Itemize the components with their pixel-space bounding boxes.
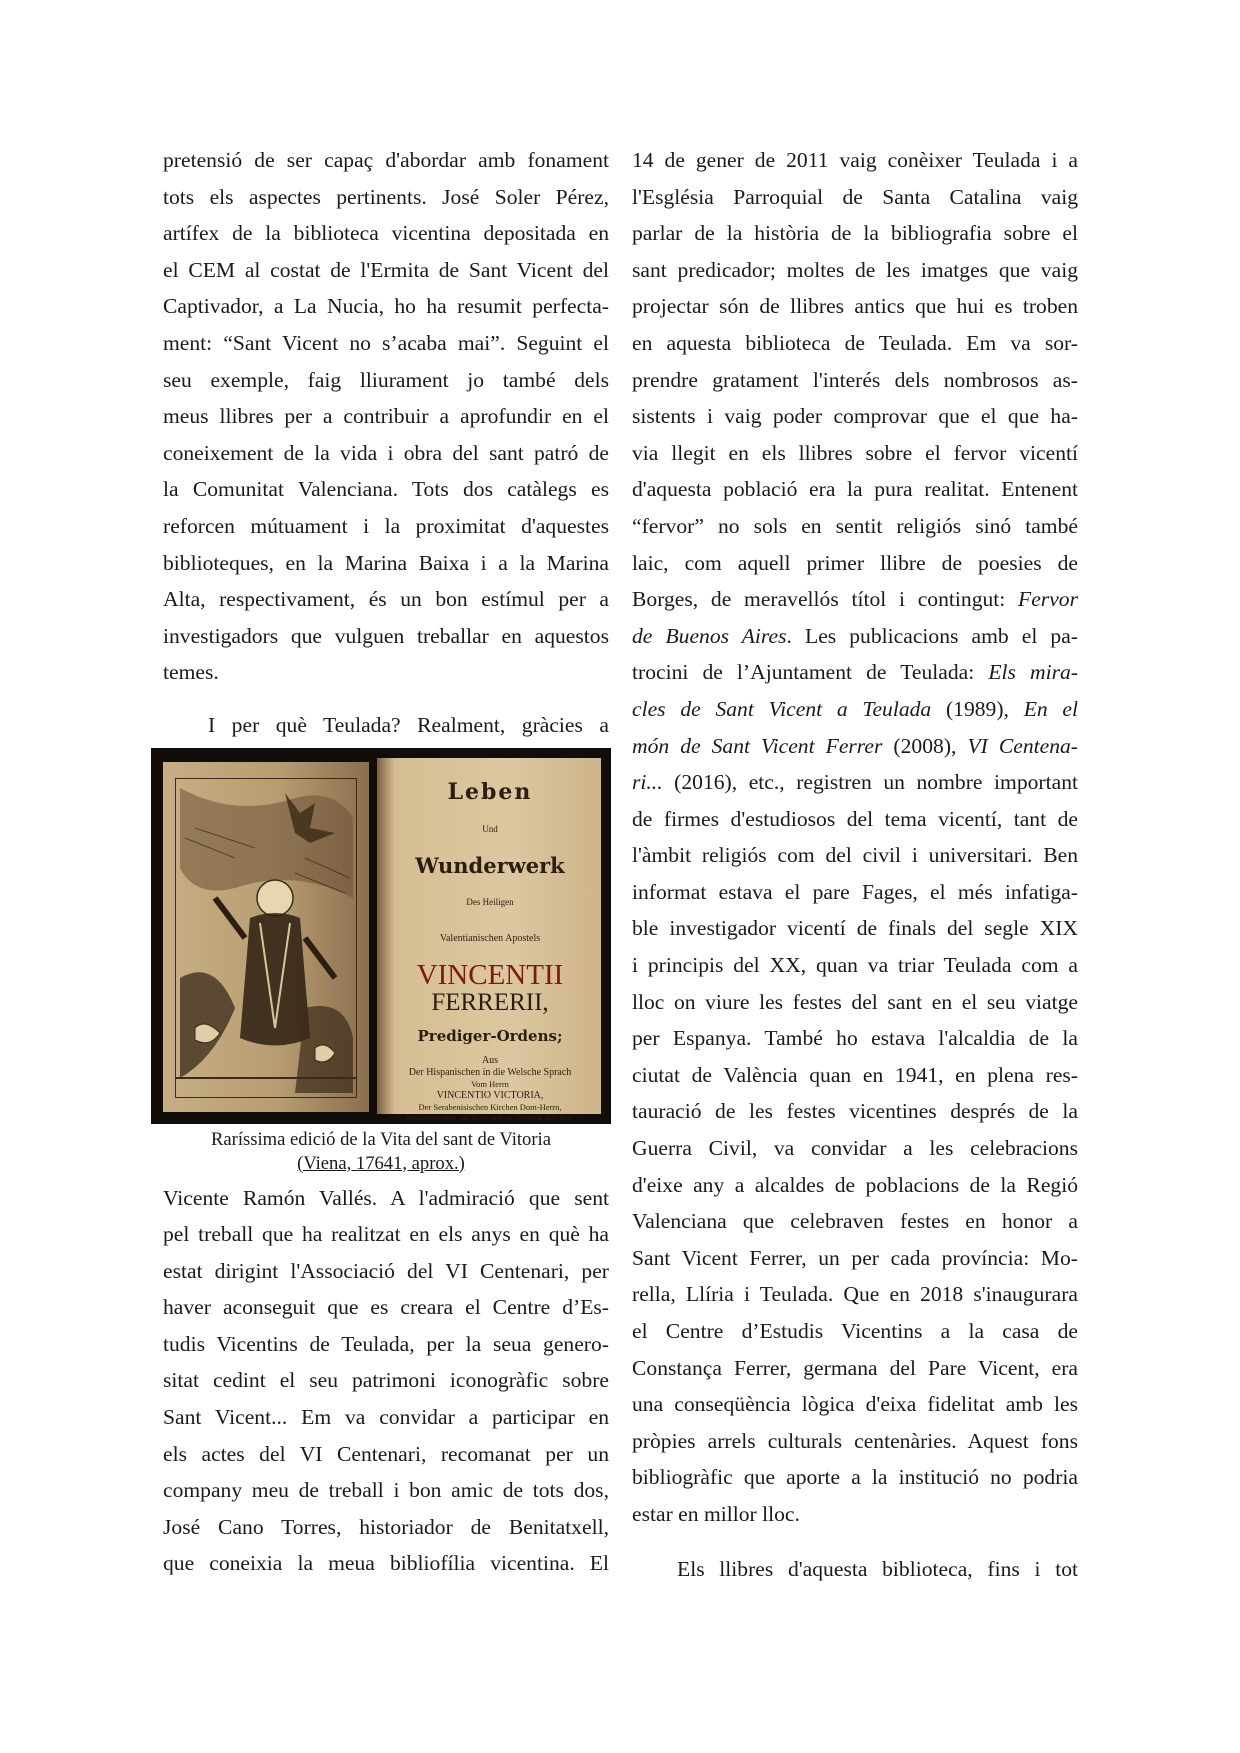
text-line: artífex de la biblioteca vicentina depositada en bbox=[163, 221, 609, 246]
text-line: pròpies arrels culturals centenàries. Aquest fons bbox=[632, 1428, 1078, 1453]
caption-line-1: Raríssima edició de la Vita del sant de Vitoria bbox=[211, 1128, 551, 1150]
book-title-mon: En el bbox=[1023, 696, 1079, 721]
text-segment: (2016), etc., registren un nombre important bbox=[662, 770, 1078, 795]
text-line: “fervor” no sols en sentit religiós sinó també bbox=[632, 513, 1078, 538]
paragraph-why-teulada-rest bbox=[163, 1180, 609, 1583]
paragraph-library-books-start bbox=[632, 1551, 1078, 1588]
text-line: rella, Llíria i Teulada. Que en 2018 s'inaugurara bbox=[632, 1282, 1078, 1307]
text-line: una conseqüència lògica d'eixa fidelitat amb les bbox=[632, 1392, 1078, 1417]
caption-line-2: (Viena, 17641, aprox.) bbox=[297, 1152, 465, 1174]
text-segment: Borges, de meravellós títol i contingut: bbox=[632, 587, 1019, 612]
tp-aus: Aus bbox=[481, 1055, 499, 1067]
text-line: en aquesta biblioteca de Teulada. Em va sor- bbox=[632, 330, 1078, 355]
text-line: seu exemple, faig lliurament jo també dels bbox=[163, 367, 609, 392]
text-line: José Cano Torres, historiador de Benitatxell, bbox=[163, 1514, 609, 1539]
text-line bbox=[632, 691, 1078, 728]
text-line: sant predicador; moltes de les imatges que vaig bbox=[632, 257, 1078, 282]
text-line: Valenciana que celebraven festes en honor a bbox=[632, 1209, 1078, 1234]
text-line: la Comunitat Valenciana. Tots dos catàlegs es bbox=[163, 477, 609, 502]
text-line: coneixement de la vida i obra del sant patró de bbox=[163, 440, 609, 465]
text-line: Vicente Ramón Vallés. A l'admiració que sent bbox=[163, 1185, 609, 1210]
text-line: tots els aspectes pertinents. José Soler Pérez, bbox=[163, 184, 609, 209]
text-line: que coneixia la meua bibliofília vicentina. El bbox=[163, 1551, 609, 1576]
text-line: Sant Vicent Ferrer, un per cada província: Mo- bbox=[632, 1245, 1078, 1270]
text-line: ble investigador vicentí de finals del segle XIX bbox=[632, 916, 1078, 941]
text-line: haver aconseguit que es creara el Centre d’Es- bbox=[163, 1295, 609, 1320]
text-line: Els llibres d'aquesta biblioteca, fins i tot bbox=[677, 1556, 1078, 1581]
text-line: l'àmbit religiós com del civil i universitari. Ben bbox=[632, 843, 1078, 868]
text-line: tudis Vicentins de Teulada, per la seua genero- bbox=[163, 1331, 609, 1356]
paragraph-teulada-history bbox=[632, 142, 1078, 1533]
title-page-text bbox=[385, 774, 595, 1124]
tp-vincentii: VINCENTII bbox=[416, 959, 564, 992]
text-line: el Centre d’Estudis Vicentins a la casa de bbox=[632, 1319, 1078, 1343]
text-line: ciutat de València quan en 1941, en plena res- bbox=[632, 1062, 1078, 1087]
figure-caption bbox=[151, 1128, 611, 1176]
text-line: 14 de gener de 2011 vaig conèixer Teulada i a bbox=[632, 148, 1078, 172]
book-title-buenos-aires: de Buenos Aires bbox=[632, 623, 787, 648]
frontispiece-page bbox=[163, 762, 369, 1112]
text-line: parlar de la història de la bibliografia sobre el bbox=[632, 221, 1078, 246]
tp-ferrerii: FERRERII, bbox=[431, 989, 549, 1017]
paragraph-continuation bbox=[163, 142, 609, 691]
tp-wunderwerk: Wunderwerk bbox=[415, 852, 565, 878]
title-page bbox=[377, 758, 601, 1123]
text-line: via llegit en els llibres sobre el fervor vicentí bbox=[632, 440, 1078, 465]
book-title-vi-centenari: ri... bbox=[632, 770, 663, 795]
text-line: els actes del VI Centenari, recomanat per un bbox=[163, 1441, 609, 1466]
text-line: meus llibres per a contribuir a aprofundir en el bbox=[163, 404, 609, 429]
text-line: projectar són de llibres antics que hui es troben bbox=[632, 294, 1078, 319]
text-line: el CEM al costat de l'Ermita de Sant Vicent del bbox=[163, 257, 609, 282]
text-line bbox=[632, 654, 1078, 691]
text-line: laic, com aquell primer llibre de poesies de bbox=[632, 550, 1078, 575]
text-line: estat dirigint l'Associació del VI Centenari, per bbox=[163, 1258, 609, 1283]
tp-vom: Vom Herrn bbox=[471, 1079, 509, 1090]
text-line: lloc on viure les festes del sant en el seu viatge bbox=[632, 989, 1078, 1014]
text-line bbox=[632, 728, 1078, 765]
book-title-mon: món de Sant Vicent Ferrer bbox=[632, 733, 883, 758]
saint-engraving-illustration bbox=[175, 778, 357, 1098]
book-title-fervor: Fervor bbox=[1018, 587, 1078, 612]
book-title-miracles: Els mira- bbox=[988, 660, 1078, 685]
tp-des-heiligen: Des Heiligen bbox=[466, 897, 514, 908]
right-column bbox=[632, 142, 1078, 1587]
tp-small1: Der Serabenisischen Kirchen Dom-Herrn, bbox=[418, 1101, 562, 1112]
text-line: pretensió de ser capaç d'abordar amb fonament bbox=[163, 148, 609, 172]
text-line: Sant Vicent... Em va convidar a participar en bbox=[163, 1405, 609, 1430]
text-segment: (2008), bbox=[882, 733, 968, 758]
text-line: prendre gratament l'interés dels nombrosos as- bbox=[632, 367, 1078, 392]
tp-small2: herausgegeben, zu Rom und zu Venedig durchse- bbox=[406, 1112, 574, 1123]
text-line: i principis del XX, quan va triar Teulada com a bbox=[632, 953, 1078, 978]
text-line: per Espanya. També ho estava l'alcaldia de la bbox=[632, 1026, 1078, 1051]
text-line: pel treball que ha realitzat en els anys en què ha bbox=[163, 1222, 609, 1247]
text-line: tauració de les festes vicentines després de la bbox=[632, 1099, 1078, 1124]
tp-small3 bbox=[385, 1123, 595, 1124]
text-line bbox=[632, 618, 1078, 655]
tp-prediger: Prediger-Ordens; bbox=[417, 1027, 563, 1046]
text-line: de firmes d'estudiosos del tema vicentí, tant de bbox=[632, 806, 1078, 831]
text-line: I per què Teulada? Realment, gràcies a bbox=[208, 712, 609, 737]
book-title-miracles: cles de Sant Vicent a Teulada bbox=[632, 696, 932, 721]
tp-victoria: VINCENTIO VICTORIA, bbox=[436, 1089, 544, 1101]
text-line: informat estava el pare Fages, el més infatiga- bbox=[632, 879, 1078, 904]
text-segment: . Les publicacions amb el pa- bbox=[786, 623, 1078, 648]
text-segment: trocini de l’Ajuntament de Teulada: bbox=[632, 660, 989, 685]
book-title-vi-centenari: VI Centena- bbox=[967, 733, 1079, 758]
text-line: estar en millor lloc. bbox=[632, 1501, 800, 1526]
text-line: ment: “Sant Vicent no s’acaba mai”. Seguint el bbox=[163, 330, 609, 355]
text-line: Alta, respectivament, és un bon estímul per a bbox=[163, 587, 609, 612]
tp-sprach: Der Hispanischen in die Welsche Sprach bbox=[408, 1067, 572, 1079]
text-line: d'eixe any a alcaldes de poblacions de la Regió bbox=[632, 1172, 1078, 1197]
text-line bbox=[632, 764, 1078, 801]
text-line: Captivador, a La Nucia, ho ha resumit perfecta- bbox=[163, 294, 609, 319]
text-line: company meu de treball i bon amic de tots dos, bbox=[163, 1478, 609, 1503]
text-line: reforcen mútuament i la proximitat d'aquestes bbox=[163, 513, 609, 538]
text-line: d'aquesta població era la pura realitat. Entenent bbox=[632, 477, 1078, 502]
tp-leben: Leben bbox=[447, 778, 533, 805]
text-line: investigadors que vulguen treballar en aquestos bbox=[163, 623, 609, 648]
book-photo bbox=[151, 748, 611, 1124]
text-line: temes. bbox=[163, 660, 219, 685]
text-line: sitat cedint el seu patrimoni iconogràfic sobre bbox=[163, 1368, 609, 1393]
tp-apostels: Valentianischen Apostels bbox=[439, 932, 541, 944]
paragraph-why-teulada-start bbox=[163, 707, 609, 744]
text-line: bibliogràfic que aporte a la institució no podria bbox=[632, 1465, 1078, 1490]
tp-und: Und bbox=[482, 824, 498, 835]
text-line: Constança Ferrer, germana del Pare Vicent, era bbox=[632, 1355, 1078, 1380]
text-segment: (1989), bbox=[931, 696, 1024, 721]
text-line: Guerra Civil, va convidar a les celebracions bbox=[632, 1136, 1078, 1161]
text-line: sistents i vaig poder comprovar que el que ha- bbox=[632, 404, 1078, 429]
text-line: biblioteques, en la Marina Baixa i a la Marina bbox=[163, 550, 609, 575]
text-line bbox=[632, 581, 1078, 618]
book-figure bbox=[151, 748, 611, 1176]
text-line: l'Església Parroquial de Santa Catalina vaig bbox=[632, 184, 1078, 209]
left-column bbox=[163, 142, 609, 1582]
